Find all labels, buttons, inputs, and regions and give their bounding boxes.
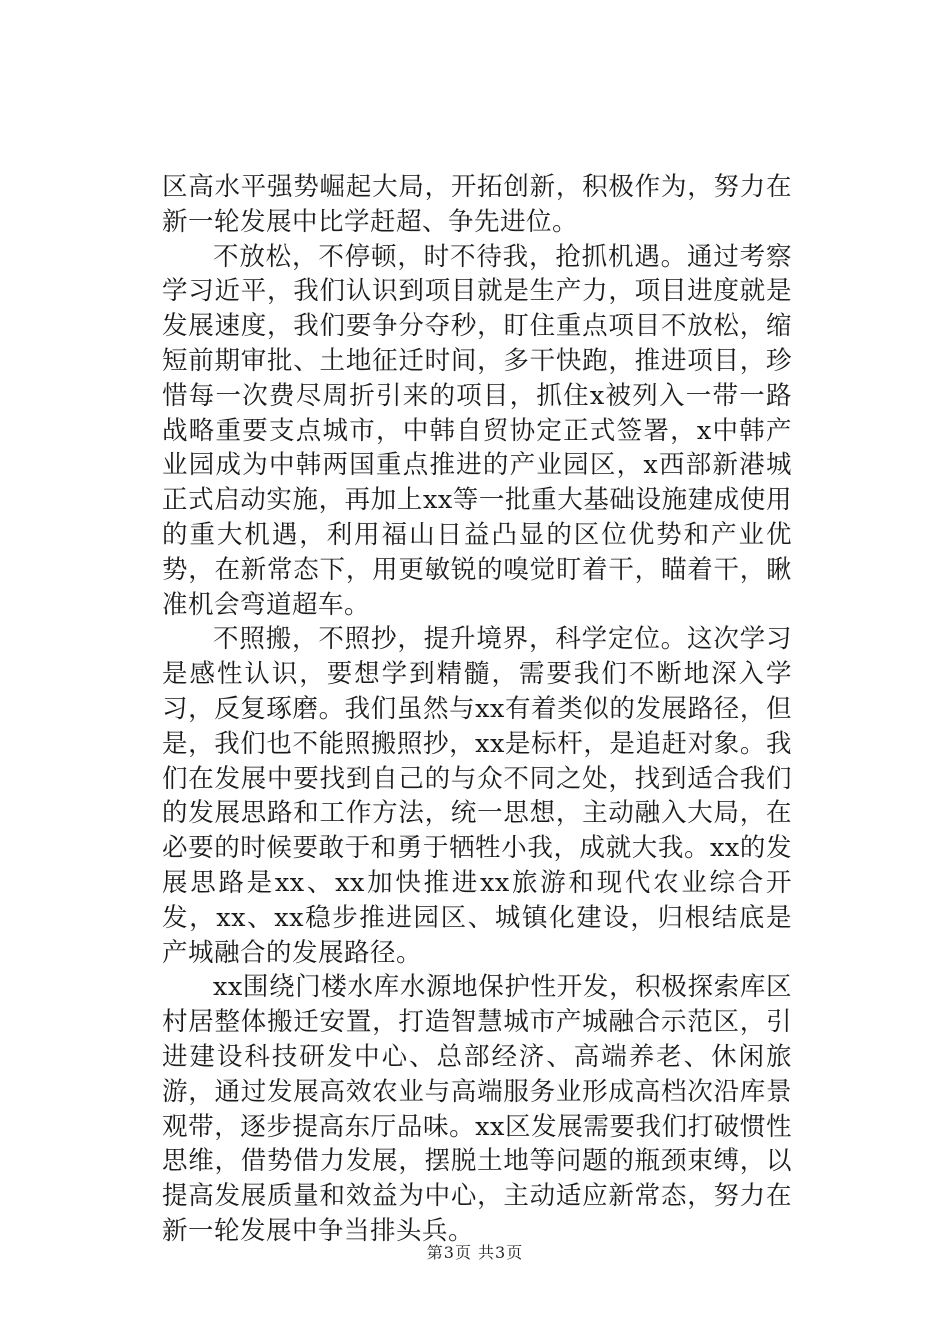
page-number-footer: 第3页 共3页 — [426, 1243, 524, 1262]
paragraph-4: xx围绕门楼水库水源地保护性开发，积极探索库区村居整体搬迁安置，打造智慧城市产城融合示范区，引进建设科技研发中心、总部经济、高端养老、休闲旅游，通过发展高效农业与高端服务业形成高档次沿库景观带，逐步提高东厅品味。xx区发展需要我们打破惯性思维，借势借力发展，摆脱土地等问题的瓶颈束缚，以提高发展质量和效益为中心，主动适应新常态，努力在新一轮发展中争当排头兵。 — [162, 972, 792, 1246]
paragraph-3: 不照搬，不照抄，提升境界，科学定位。这次学习是感性认识，要想学到精髓，需要我们不断地深入学习，反复琢磨。我们虽然与xx有着类似的发展路径，但是，我们也不能照搬照抄，xx是标杆，是追赶对象。我们在发展中要找到自己的与众不同之处，找到适合我们的发展思路和工作方法，统一思想，主动融入大局，在必要的时候要敢于和勇于牺牲小我，成就大我。xx的发展思路是xx、xx加快推进xx旅游和现代农业综合开发，xx、xx稳步推进园区、城镇化建设，归根结底是产城融合的发展路径。 — [162, 624, 792, 968]
paragraph-1: 区高水平强势崛起大局，开拓创新，积极作为，努力在新一轮发展中比学赶超、争先进位。 — [162, 172, 792, 237]
paragraph-2: 不放松，不停顿，时不待我，抢抓机遇。通过考察学习近平，我们认识到项目就是生产力，项目进度就是发展速度，我们要争分夺秒，盯住重点项目不放松，缩短前期审批、土地征迁时间，多干快跑，推进项目，珍惜每一次费尽周折引来的项目，抓住x被列入一带一路战略重要支点城市，中韩自贸协定正式签署，x中韩产业园成为中韩两国重点推进的产业园区，x西部新港城正式启动实施，再加上xx等一批重大基础设施建成使用的重大机遇，利用福山日益凸显的区位优势和产业优势，在新常态下，用更敏锐的嗅觉盯着干，瞄着干，瞅准机会弯道超车。 — [162, 241, 792, 620]
document-body — [162, 170, 792, 1249]
